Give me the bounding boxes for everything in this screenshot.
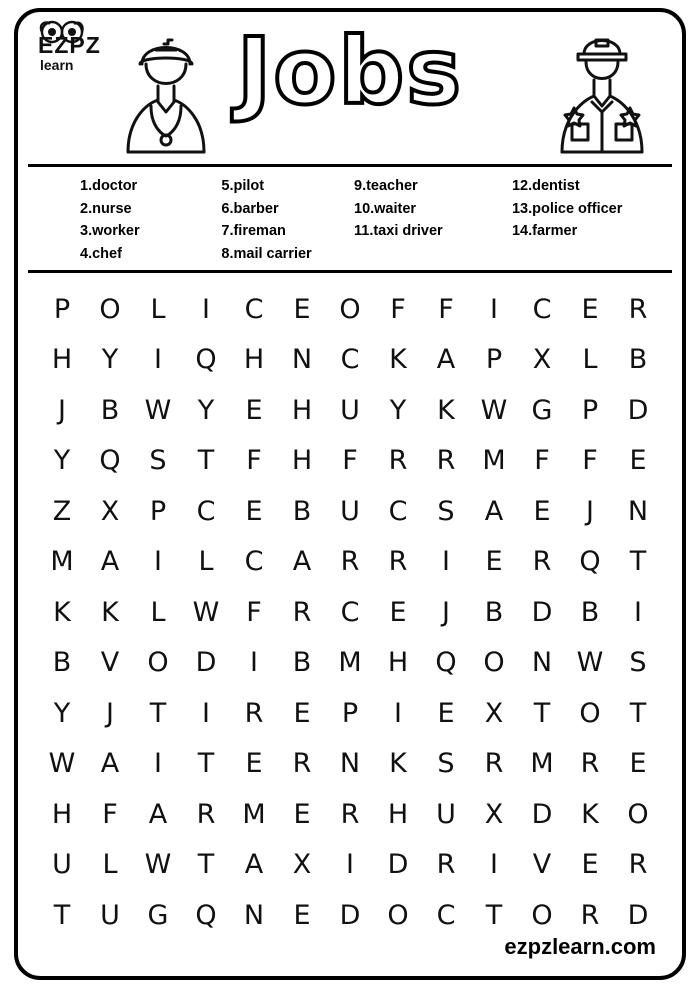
grid-cell[interactable]: T (197, 445, 215, 477)
grid-cell[interactable]: C (244, 293, 264, 325)
grid-cell[interactable]: A (292, 546, 312, 578)
grid-row (38, 739, 662, 790)
grid-cell[interactable]: L (150, 596, 166, 628)
grid-cell[interactable]: X (532, 344, 552, 376)
grid-cell[interactable]: T (485, 899, 503, 931)
word-list-item: 14.farmer (511, 223, 578, 239)
grid-cell[interactable]: M (242, 798, 266, 830)
grid-cell[interactable]: I (394, 697, 402, 729)
grid-cell[interactable]: T (197, 849, 215, 881)
grid-cell[interactable]: C (388, 495, 408, 527)
grid-cell[interactable]: U (52, 849, 72, 881)
word-search-grid (38, 284, 662, 941)
grid-cell[interactable]: A (484, 495, 504, 527)
word-list-item: 10.waiter (354, 200, 417, 217)
grid-cell[interactable]: U (436, 798, 456, 830)
grid-cell[interactable]: R (340, 546, 360, 578)
word-list-item: 4.chef (80, 245, 122, 262)
divider-bottom (28, 270, 672, 273)
grid-cell[interactable]: N (339, 748, 361, 780)
page-title: Jobs (236, 18, 464, 125)
grid-cell[interactable]: E (293, 899, 311, 931)
word-list-item: 11.taxi driver (354, 223, 443, 239)
grid-cell[interactable]: Z (52, 495, 72, 527)
grid-cell[interactable]: D (387, 849, 409, 881)
word-list-column-4 (512, 175, 668, 267)
grid-cell[interactable]: E (581, 849, 599, 881)
grid-cell[interactable]: K (53, 596, 71, 628)
grid-cell[interactable]: J (586, 495, 594, 527)
grid-cell[interactable]: F (246, 596, 262, 628)
grid-cell[interactable]: F (246, 445, 262, 477)
grid-cell[interactable]: Q (99, 445, 121, 477)
grid-cell[interactable]: K (437, 394, 455, 426)
grid-cell[interactable]: E (389, 596, 407, 628)
grid-cell[interactable]: P (485, 344, 503, 376)
grid-cell[interactable]: Y (197, 394, 215, 426)
grid-cell[interactable]: C (340, 344, 360, 376)
word-list-item: 9.teacher (354, 178, 418, 194)
divider-top (28, 164, 672, 167)
grid-cell[interactable]: E (293, 798, 311, 830)
grid-cell[interactable]: E (533, 495, 551, 527)
grid-cell[interactable]: H (387, 798, 409, 830)
grid-cell[interactable]: S (437, 748, 455, 780)
grid-cell[interactable]: V (532, 849, 552, 881)
grid-cell[interactable]: Y (53, 697, 71, 729)
grid-cell[interactable]: C (532, 293, 552, 325)
grid-cell[interactable]: M (50, 546, 74, 578)
grid-cell[interactable]: A (244, 849, 264, 881)
grid-row (38, 436, 662, 487)
grid-cell[interactable]: A (436, 344, 456, 376)
word-list-item: 12.dentist (511, 178, 580, 194)
grid-cell[interactable]: D (531, 596, 553, 628)
grid-cell[interactable]: E (437, 697, 455, 729)
grid-cell[interactable]: T (149, 697, 167, 729)
grid-cell[interactable]: O (483, 647, 505, 679)
grid-cell[interactable]: E (629, 445, 647, 477)
grid-cell[interactable]: H (291, 394, 313, 426)
grid-cell[interactable]: O (387, 899, 409, 931)
grid-cell[interactable]: I (154, 546, 162, 578)
grid-cell[interactable]: R (628, 849, 648, 881)
grid-cell[interactable]: T (629, 546, 647, 578)
brand-logo-text: EZPZ (38, 32, 101, 58)
word-list-item: 8.mail carrier (221, 245, 312, 262)
grid-cell[interactable]: W (48, 748, 76, 780)
grid-cell[interactable]: F (390, 293, 406, 325)
word-list-item: 7.fireman (221, 223, 286, 239)
grid-row (38, 486, 662, 537)
grid-cell[interactable]: R (292, 748, 312, 780)
grid-cell[interactable]: L (582, 344, 598, 376)
grid-row (38, 537, 662, 588)
grid-row (38, 638, 662, 689)
grid-cell[interactable]: C (340, 596, 360, 628)
grid-cell[interactable]: R (388, 445, 408, 477)
grid-cell[interactable]: I (202, 293, 210, 325)
grid-cell[interactable]: T (629, 697, 647, 729)
grid-cell[interactable]: X (100, 495, 120, 527)
grid-cell[interactable]: R (436, 849, 456, 881)
grid-cell[interactable]: R (436, 445, 456, 477)
grid-cell[interactable]: D (531, 798, 553, 830)
grid-cell[interactable]: F (102, 798, 118, 830)
word-list-item: 1.doctor (80, 178, 138, 194)
grid-cell[interactable]: B (292, 647, 312, 679)
grid-cell[interactable]: O (99, 293, 121, 325)
grid-cell[interactable]: P (149, 495, 167, 527)
grid-cell[interactable]: K (101, 596, 119, 628)
grid-cell[interactable]: E (581, 293, 599, 325)
grid-cell[interactable]: P (581, 394, 599, 426)
grid-cell[interactable]: B (580, 596, 600, 628)
grid-cell[interactable]: R (532, 546, 552, 578)
grid-cell[interactable]: E (245, 394, 263, 426)
grid-cell[interactable]: C (436, 899, 456, 931)
word-list-column-1 (44, 175, 221, 267)
grid-cell[interactable]: H (387, 647, 409, 679)
grid-cell[interactable]: O (339, 293, 361, 325)
grid-cell[interactable]: C (196, 495, 216, 527)
grid-cell[interactable]: K (581, 798, 599, 830)
word-list-item: 6.barber (221, 200, 279, 217)
grid-cell[interactable]: X (484, 697, 504, 729)
grid-cell[interactable]: I (154, 344, 162, 376)
grid-cell[interactable]: I (250, 647, 258, 679)
grid-cell[interactable]: A (100, 546, 120, 578)
grid-cell[interactable]: B (52, 647, 72, 679)
grid-row (38, 587, 662, 638)
grid-cell[interactable]: U (340, 495, 360, 527)
word-list-item: 2.nurse (80, 200, 132, 217)
worksheet-header (18, 12, 682, 164)
word-list-item: 13.police officer (511, 200, 623, 217)
grid-cell[interactable]: H (243, 344, 265, 376)
grid-cell[interactable]: T (533, 697, 551, 729)
grid-cell[interactable]: N (531, 647, 553, 679)
word-list (44, 175, 668, 267)
grid-cell[interactable]: W (144, 394, 172, 426)
grid-cell[interactable]: H (51, 344, 73, 376)
grid-cell[interactable]: E (293, 697, 311, 729)
grid-cell[interactable]: B (100, 394, 120, 426)
grid-cell[interactable]: W (192, 596, 220, 628)
grid-cell[interactable]: P (53, 293, 71, 325)
grid-cell[interactable]: F (534, 445, 550, 477)
police-officer-icon (532, 20, 672, 165)
grid-cell[interactable]: D (195, 647, 217, 679)
grid-cell[interactable]: E (293, 293, 311, 325)
grid-cell[interactable]: S (437, 495, 455, 527)
grid-cell[interactable]: O (147, 647, 169, 679)
grid-cell[interactable]: M (338, 647, 362, 679)
grid-cell[interactable]: N (291, 344, 313, 376)
grid-cell[interactable]: E (629, 748, 647, 780)
grid-cell[interactable]: R (628, 293, 648, 325)
grid-cell[interactable]: I (202, 697, 210, 729)
grid-cell[interactable]: M (482, 445, 506, 477)
grid-cell[interactable]: U (340, 394, 360, 426)
word-list-item: 5.pilot (221, 178, 265, 194)
grid-cell[interactable]: E (245, 748, 263, 780)
brand-logo-subtext: learn (40, 57, 74, 73)
grid-cell[interactable]: D (627, 394, 649, 426)
grid-cell[interactable]: R (244, 697, 264, 729)
grid-cell[interactable]: D (339, 899, 361, 931)
grid-cell[interactable]: E (245, 495, 263, 527)
grid-cell[interactable]: Q (195, 344, 217, 376)
grid-cell[interactable]: I (490, 849, 498, 881)
grid-cell[interactable]: L (150, 293, 166, 325)
grid-cell[interactable]: W (480, 394, 508, 426)
grid-cell[interactable]: H (291, 445, 313, 477)
grid-cell[interactable]: R (340, 798, 360, 830)
grid-cell[interactable]: N (627, 495, 649, 527)
grid-row (38, 335, 662, 386)
grid-row (38, 789, 662, 840)
grid-cell[interactable]: Y (389, 394, 407, 426)
grid-cell[interactable]: R (388, 546, 408, 578)
grid-cell[interactable]: R (580, 899, 600, 931)
grid-cell[interactable]: R (580, 748, 600, 780)
grid-cell[interactable]: S (629, 647, 647, 679)
grid-cell[interactable]: F (438, 293, 454, 325)
grid-cell[interactable]: L (102, 849, 118, 881)
grid-row (38, 284, 662, 335)
grid-cell[interactable]: X (484, 798, 504, 830)
grid-cell[interactable]: M (530, 748, 554, 780)
grid-cell[interactable]: P (341, 697, 359, 729)
worksheet-sheet (14, 8, 686, 980)
grid-cell[interactable]: O (627, 798, 649, 830)
grid-cell[interactable]: B (628, 344, 648, 376)
grid-cell[interactable]: T (197, 748, 215, 780)
grid-cell[interactable]: X (292, 849, 312, 881)
grid-cell[interactable]: G (147, 899, 169, 931)
grid-cell[interactable]: Q (195, 899, 217, 931)
grid-cell[interactable]: B (292, 495, 312, 527)
grid-cell[interactable]: O (531, 899, 553, 931)
grid-cell[interactable]: Y (101, 344, 119, 376)
grid-cell[interactable]: I (346, 849, 354, 881)
grid-cell[interactable]: I (154, 748, 162, 780)
grid-cell[interactable]: A (100, 748, 120, 780)
grid-cell[interactable]: D (627, 899, 649, 931)
grid-cell[interactable]: U (100, 899, 120, 931)
grid-cell[interactable]: S (149, 445, 167, 477)
grid-cell[interactable]: G (531, 394, 553, 426)
grid-cell[interactable]: Q (435, 647, 457, 679)
footer-website: ezpzlearn.com (504, 934, 656, 959)
grid-cell[interactable]: L (198, 546, 214, 578)
grid-cell[interactable]: I (634, 596, 642, 628)
grid-row (38, 890, 662, 941)
word-list-item: 3.worker (80, 223, 140, 239)
grid-row (38, 840, 662, 891)
grid-cell[interactable]: K (389, 344, 407, 376)
grid-cell[interactable]: F (582, 445, 598, 477)
grid-cell[interactable]: Y (53, 445, 71, 477)
grid-cell[interactable]: R (196, 798, 216, 830)
grid-cell[interactable]: C (244, 546, 264, 578)
grid-cell[interactable]: J (58, 394, 66, 426)
grid-cell[interactable]: N (243, 899, 265, 931)
grid-row (38, 385, 662, 436)
grid-cell[interactable]: J (106, 697, 114, 729)
grid-cell[interactable]: H (51, 798, 73, 830)
grid-cell[interactable]: W (144, 849, 172, 881)
grid-cell[interactable]: I (490, 293, 498, 325)
grid-cell[interactable]: F (342, 445, 358, 477)
grid-cell[interactable]: B (484, 596, 504, 628)
grid-cell[interactable]: T (53, 899, 71, 931)
word-list-column-3 (354, 175, 512, 267)
grid-cell[interactable]: R (484, 748, 504, 780)
grid-cell[interactable]: E (485, 546, 503, 578)
grid-cell[interactable]: O (579, 697, 601, 729)
grid-cell[interactable]: R (292, 596, 312, 628)
grid-cell[interactable]: I (442, 546, 450, 578)
grid-cell[interactable]: J (442, 596, 450, 628)
word-list-column-2 (221, 175, 354, 267)
grid-cell[interactable]: W (576, 647, 604, 679)
grid-cell[interactable]: K (389, 748, 407, 780)
grid-cell[interactable]: Q (579, 546, 601, 578)
grid-cell[interactable]: V (100, 647, 120, 679)
grid-cell[interactable]: A (148, 798, 168, 830)
grid-row (38, 688, 662, 739)
